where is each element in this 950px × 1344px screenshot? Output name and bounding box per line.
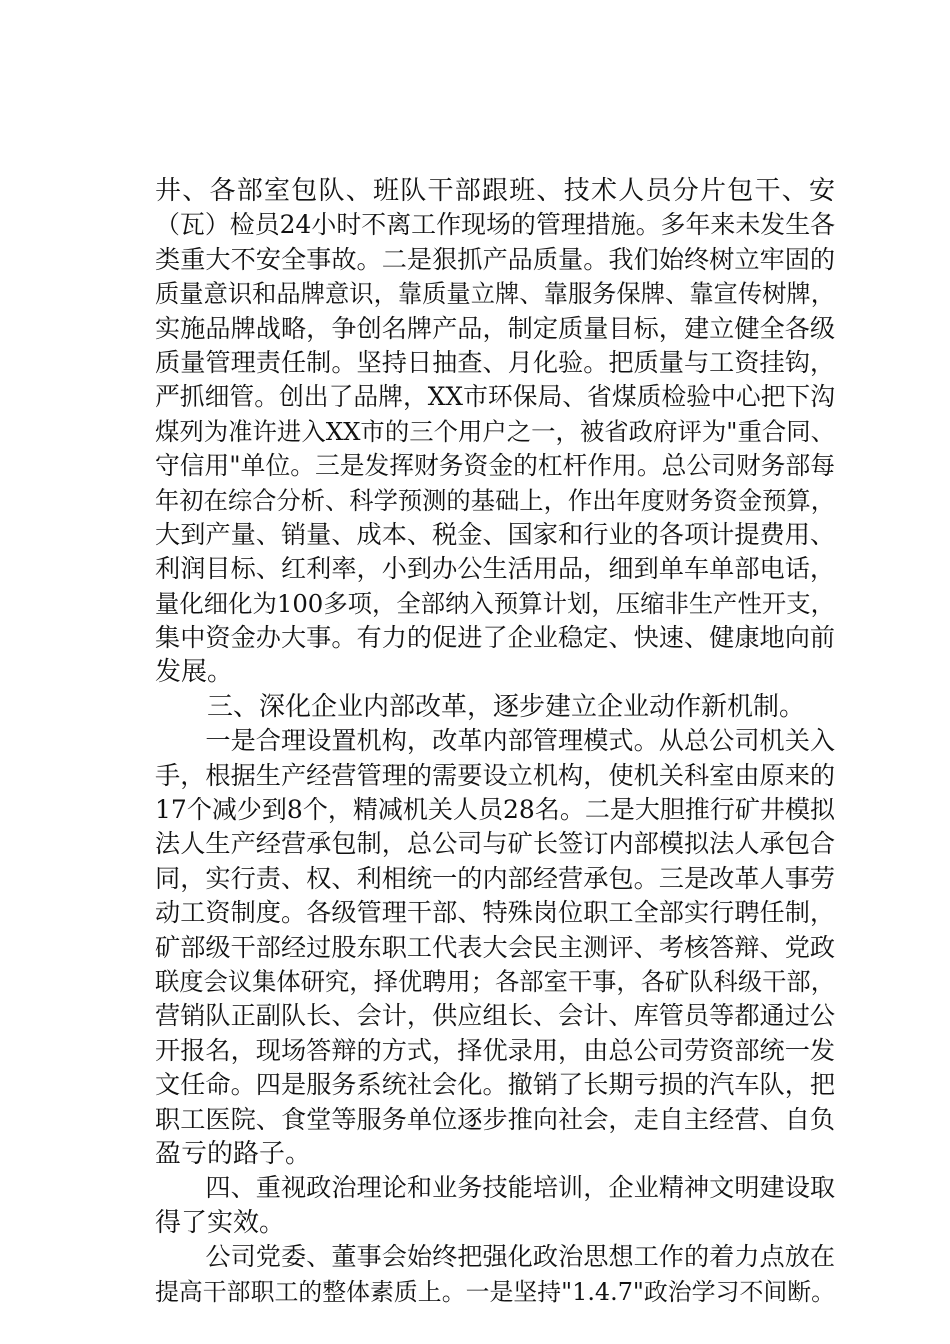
text-line: （瓦）检员24小时不离工作现场的管理措施。多年来未发生各 [155, 210, 836, 240]
text-line: 职工医院、食堂等服务单位逐步推向社会，走自主经营、自负 [155, 1104, 836, 1134]
body-text [155, 174, 835, 1309]
text-line: 同，实行责、权、利相统一的内部经营承包。三是改革人事劳 [155, 863, 836, 893]
text-line: 营销队正副队长、会计，供应组长、会计、库管员等都通过公 [155, 1001, 836, 1031]
text-line: 实施品牌战略，争创名牌产品，制定质量目标，建立健全各级 [155, 313, 836, 343]
text-line: 大到产量、销量、成本、税金、国家和行业的各项计提费用、 [155, 519, 836, 549]
text-line: 煤列为准许进入XX市的三个用户之一，被省政府评为"重合同、 [155, 416, 835, 446]
text-line: 集中资金办大事。有力的促进了企业稳定、快速、健康地向前 [155, 623, 836, 653]
text-line: 盈亏的路子。 [155, 1138, 312, 1169]
text-line: 得了实效。 [155, 1207, 286, 1238]
text-line: 量化细化为100多项，全部纳入预算计划，压缩非生产性开支， [155, 588, 835, 618]
text-line: 公司党委、董事会始终把强化政治思想工作的着力点放在 [155, 1242, 836, 1272]
text-line: 守信用"单位。三是发挥财务资金的杠杆作用。总公司财务部每 [155, 451, 835, 481]
text-line: 严抓细管。创出了品牌，XX市环保局、省煤质检验中心把下沟 [155, 382, 836, 412]
text-line: 法人生产经营承包制，总公司与矿长签订内部模拟法人承包合 [155, 829, 836, 859]
text-line: 利润目标、红利率，小到办公生活用品，细到单车单部电话， [155, 554, 836, 584]
text-line: 一是合理设置机构，改革内部管理模式。从总公司机关入 [155, 726, 836, 756]
text-line: 矿部级干部经过股东职工代表大会民主测评、考核答辩、党政 [155, 932, 836, 962]
text-line: 年初在综合分析、科学预测的基础上，作出年度财务资金预算， [155, 485, 835, 515]
text-line: 提高干部职工的整体素质上。一是坚持"1.4.7"政治学习不间断。 [155, 1277, 835, 1306]
text-line: 联度会议集体研究，择优聘用；各部室干事，各矿队科级干部， [155, 966, 835, 996]
text-line: 发展。 [155, 657, 234, 688]
text-line: 井、各部室包队、班队干部跟班、技术人员分片包干、安 [155, 176, 835, 206]
text-line: 开报名，现场答辩的方式，择优录用，由总公司劳资部统一发 [155, 1035, 836, 1065]
text-line: 质量管理责任制。坚持日抽查、月化验。把质量与工资挂钩， [155, 347, 836, 377]
text-line: 手，根据生产经营管理的需要设立机构，使机关科室由原来的 [155, 760, 836, 790]
text-line: 四、重视政治理论和业务技能培训，企业精神文明建设取 [155, 1173, 836, 1203]
text-line: 质量意识和品牌意识，靠质量立牌、靠服务保牌、靠宣传树牌， [155, 279, 835, 309]
text-line: 文任命。四是服务系统社会化。撤销了长期亏损的汽车队，把 [155, 1070, 836, 1100]
text-line: 17个减少到8个，精减机关人员28名。二是大胆推行矿井模拟 [155, 795, 835, 825]
text-line: 三、深化企业内部改革，逐步建立企业动作新机制。 [155, 691, 806, 722]
text-line: 动工资制度。各级管理干部、特殊岗位职工全部实行聘任制， [155, 898, 836, 928]
text-line: 类重大不安全事故。二是狠抓产品质量。我们始终树立牢固的 [155, 244, 836, 274]
